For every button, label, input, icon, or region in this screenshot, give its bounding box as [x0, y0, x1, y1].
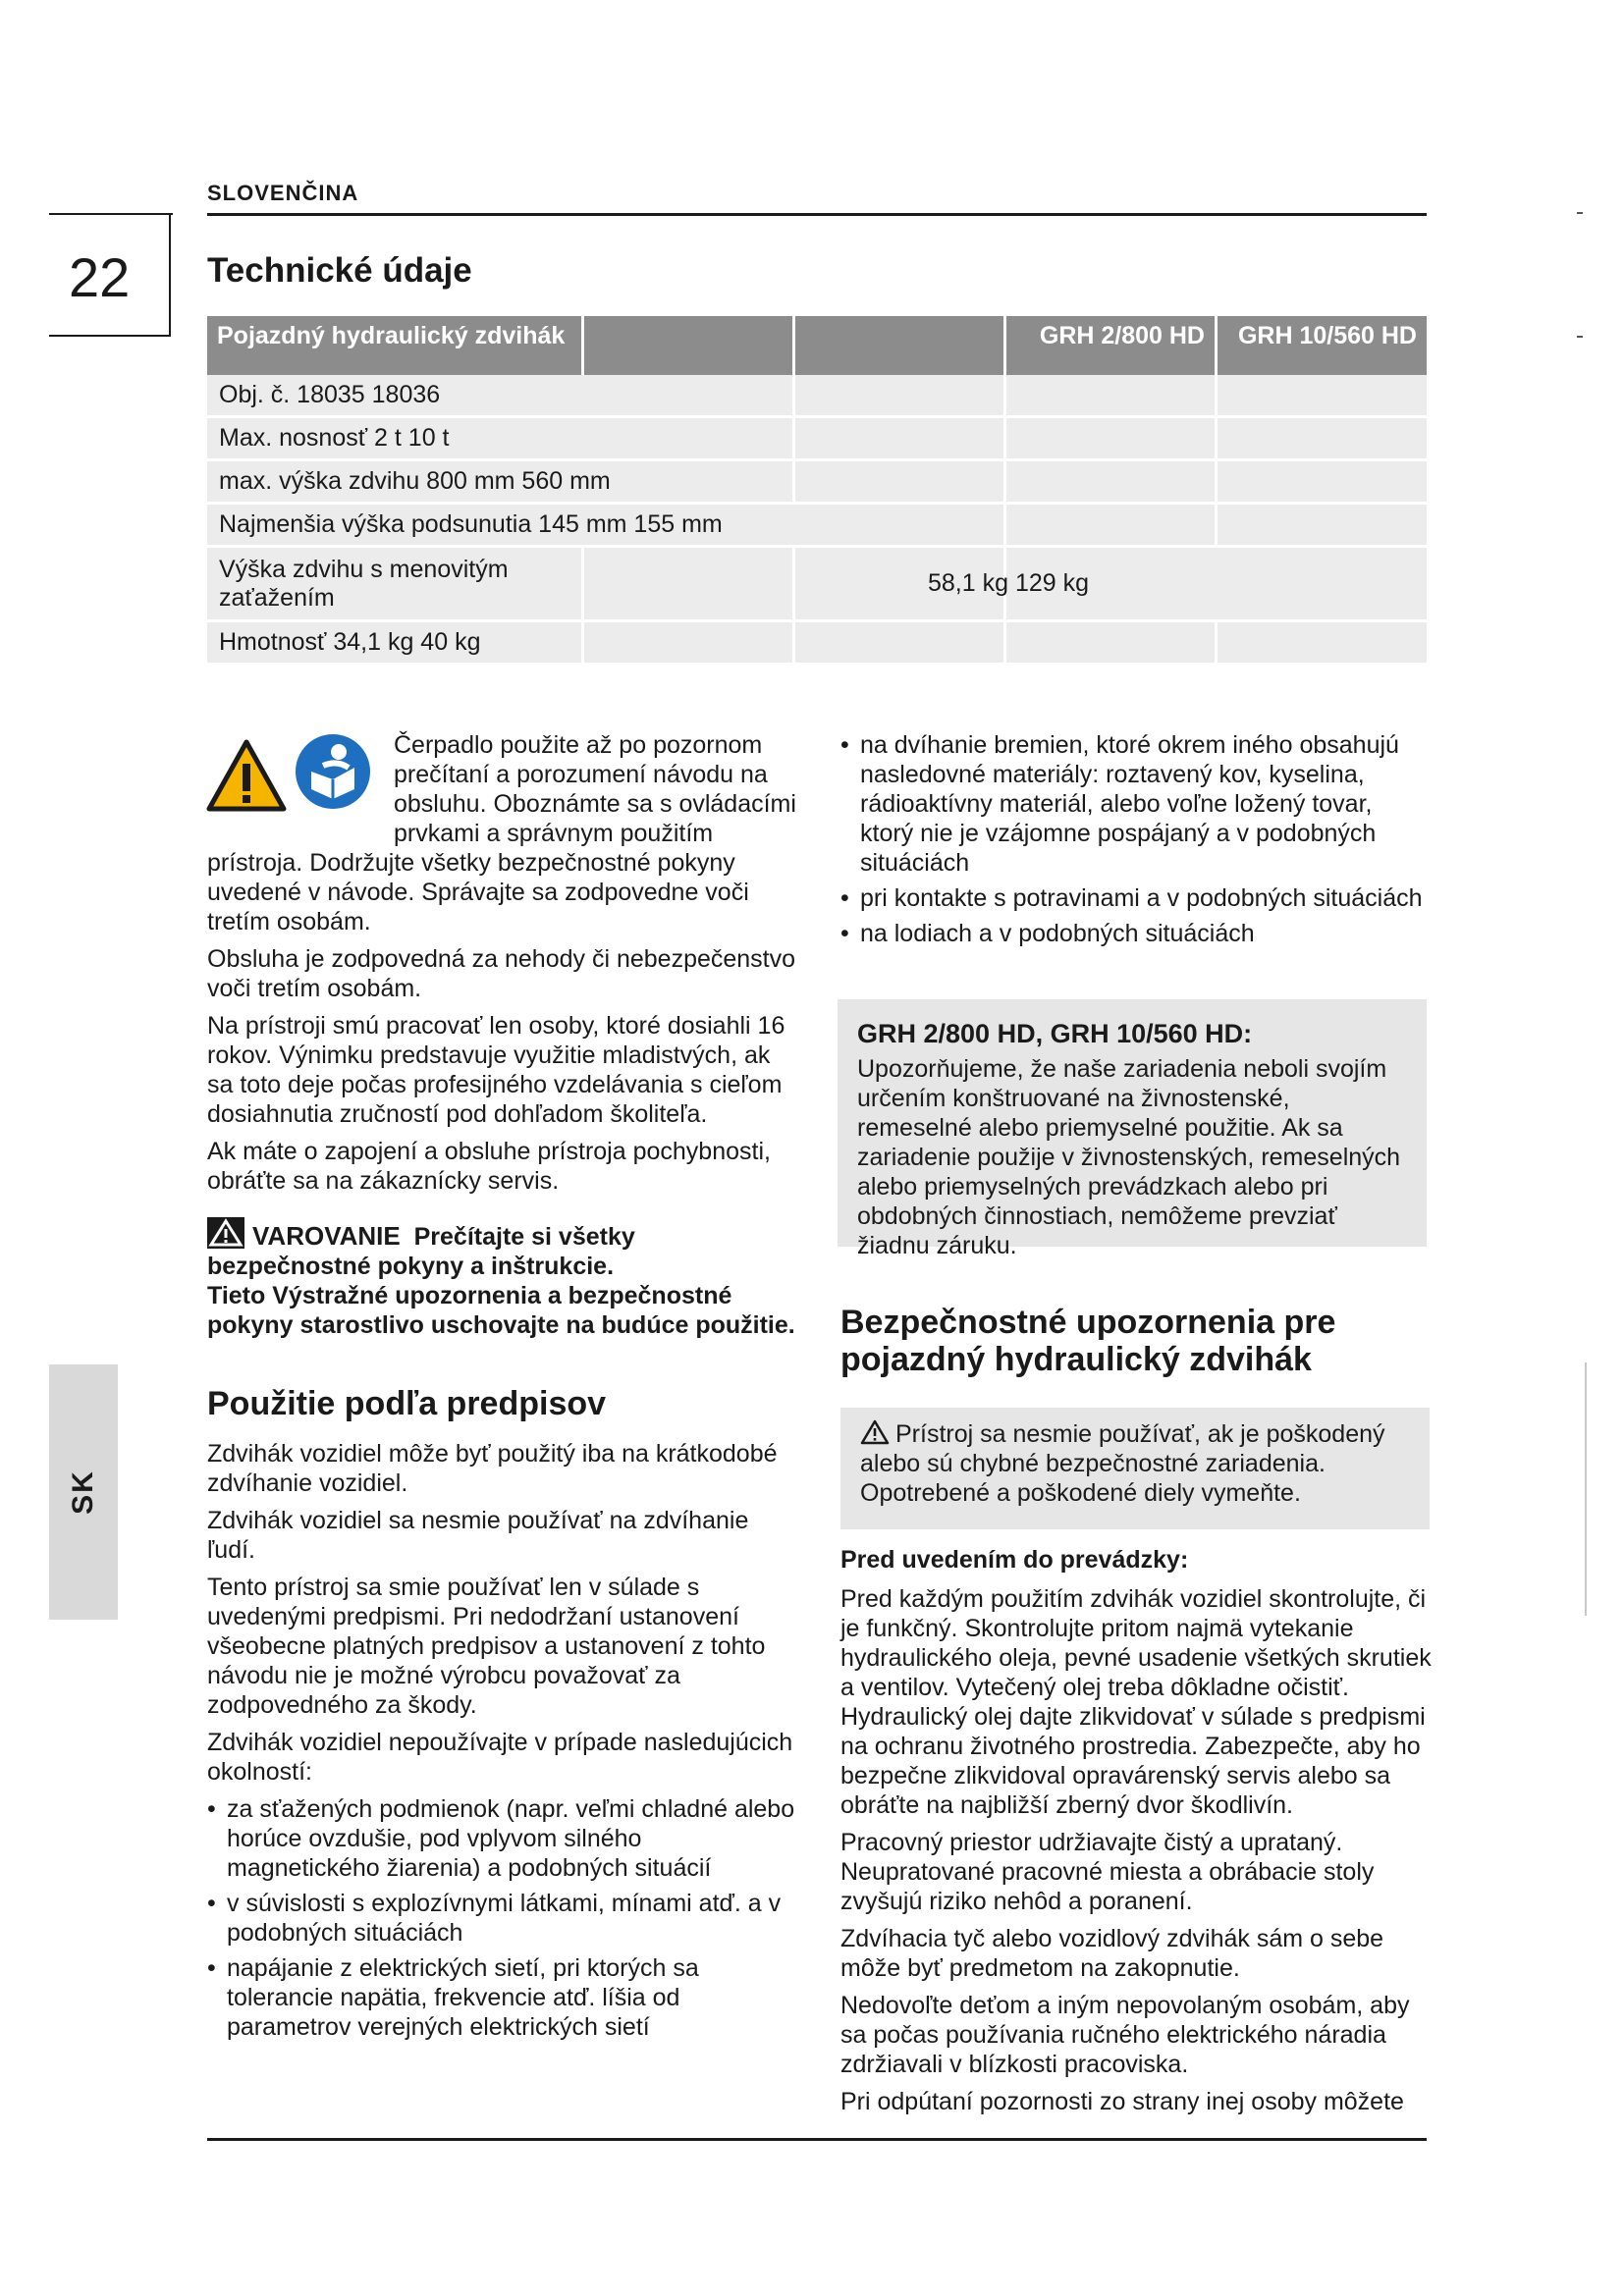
table-cell	[1218, 418, 1427, 461]
note-text: Upozorňujeme, že naše zariadenia neboli svojím určením konštruované na živnostenské, remeselné alebo priemyselné použitie. Ak sa zariadenie použije v živnostenských, remeselných alebo priemyselných prevádzkach alebo pri obdobných činnostiach, nemôžeme prevziať žiadnu záruku.	[857, 1055, 1401, 1259]
warning-badge-icon	[207, 1217, 244, 1249]
table-header-cell	[795, 316, 1006, 375]
table-cell	[1006, 505, 1218, 548]
list-item: • pri kontakte s potravinami a v podobných situáciách	[840, 884, 1423, 912]
list-item-text: na lodiach a v podobných situáciách	[860, 920, 1255, 947]
page-number: 22	[69, 246, 131, 308]
list-item: • na lodiach a v podobných situáciách	[840, 920, 1255, 947]
warning-line: Tieto Výstražné upozornenia a bezpečnostné pokyny starostlivo uschovajte na budúce použitie.	[207, 1282, 795, 1339]
list-item: • na dvíhanie bremien, ktoré okrem iného obsahujú nasledovné materiály: roztavený kov, kyselina, rádioaktívny materiál, alebo voľne ložený tovar, ktorý nie je vzájomne pospájaný a v podobných situáciách	[840, 731, 1399, 877]
edge-tick	[1577, 212, 1583, 214]
intro-paragraph: Na prístroji smú pracovať len osoby, ktoré dosiahli 16 rokov. Výnimku predstavuje využitie mladistvých, ak sa toto deje počas profesijného vzdelávania s cieľom dosiahnutia zručností pod dohľadom školiteľa.	[207, 1012, 785, 1128]
table-cell	[795, 418, 1006, 461]
table-cell: Obj. č. 18035 18036	[207, 375, 795, 418]
safety-paragraph: Pred každým použitím zdvihák vozidiel skontrolujte, či je funkčný. Skontrolujte pritom najmä vytekanie hydraulického oleja, pevné usadenie všetkých skrutiek a ventilov. Vytečený olej treba dôkladne očistiť. Hydraulický olej dajte zlikvidovať v súlade s predpismi na ochranu životného prostredia. Zabezpečte, aby ho bezpečne zlikvidoval opravárenský servis alebo sa obráťte na najbližší zberný dvor škodlivín.	[840, 1585, 1432, 1819]
safety-paragraph: Zdvíhacia tyč alebo vozidlový zdvihák sám o sebe môže byť predmetom na zakopnutie.	[840, 1925, 1384, 1982]
table-cell	[795, 375, 1006, 418]
warning-line: Prečítajte si všetky bezpečnostné pokyny a inštrukcie.	[207, 1223, 635, 1280]
table-header-row	[207, 316, 1427, 375]
table-cell	[584, 548, 795, 622]
language-side-tab	[49, 1364, 118, 1620]
use-bullet-list	[207, 1794, 796, 2042]
commercial-use-note	[838, 999, 1427, 1259]
side-tab-label: SK	[67, 1469, 99, 1515]
read-manual-icon	[294, 732, 372, 811]
warning-outline-icon	[860, 1419, 890, 1445]
table-cell	[1218, 622, 1427, 666]
intro-paragraph: Obsluha je zodpovedná za nehody či nebezpečenstvo voči tretím osobám.	[207, 945, 796, 1002]
list-item: • za sťažených podmienok (napr. veľmi chladné alebo horúce ovzdušie, pod vplyvom silného magnetického žiarenia) a podobných situácií	[207, 1795, 795, 1882]
table-row	[207, 418, 1427, 461]
table-header-cell: Pojazdný hydraulický zdvihák	[207, 316, 584, 375]
table-row	[207, 505, 1427, 548]
table-row	[207, 622, 1427, 666]
table-cell	[1218, 461, 1427, 505]
table-cell: max. výška zdvihu 800 mm 560 mm	[207, 461, 795, 505]
table-row	[207, 375, 1427, 418]
page-box-top-rule	[49, 213, 173, 215]
footer-rule	[207, 2138, 1427, 2141]
list-item-text: napájanie z elektrických sietí, pri ktorých sa tolerancie napätia, frekvencie atď. líšia od parametrov verejných elektrických sietí	[227, 1954, 699, 2041]
spec-table	[207, 316, 1427, 666]
safety-paragraph: Nedovoľte deťom a iným nepovolaným osobám, aby sa počas používania ručného elektrického náradia zdržiavali v blízkosti pracoviska.	[840, 1992, 1410, 2078]
warning-label: VAROVANIE	[252, 1221, 401, 1251]
safety-box-text: Prístroj sa nesmie používať, ak je poškodený alebo sú chybné bezpečnostné zariadenia. Opotrebené a poškodené diely vymeňte.	[860, 1420, 1385, 1507]
list-item-text: v súvislosti s explozívnymi látkami, mínami atď. a v podobných situáciách	[227, 1890, 782, 1947]
edge-tick	[1577, 336, 1583, 338]
note-title: GRH 2/800 HD, GRH 10/560 HD:	[857, 1019, 1253, 1048]
safety-heading: Bezpečnostné upozornenia pre pojazdný hydraulický zdvihák	[840, 1304, 1336, 1378]
safety-paragraph: Pri odpútaní pozornosti zo strany inej osoby môžete	[840, 2088, 1404, 2115]
page-title: Technické údaje	[207, 251, 472, 290]
page-box-right-rule	[169, 213, 171, 337]
use-paragraph: Tento prístroj sa smie používať len v súlade s uvedenými predpismi. Pri nedodržaní ustanovení všeobecne platných predpisov a ustanovení z tohto návodu nie je možné výrobcu považovať za zodpovedného za škody.	[207, 1574, 766, 1719]
edge-line	[1585, 1362, 1587, 1616]
language-header: SLOVENČINA	[207, 181, 359, 205]
table-cell: Výška zdvihu s menovitým zaťažením	[207, 548, 584, 622]
table-cell	[1006, 375, 1218, 418]
list-item-text: za sťažených podmienok (napr. veľmi chladné alebo horúce ovzdušie, pod vplyvom silného magnetického žiarenia) a podobných situácií	[227, 1795, 795, 1882]
table-header-cell: GRH 10/560 HD	[1218, 316, 1427, 375]
table-value: 58,1 kg 129 kg	[928, 569, 1090, 597]
table-cell: Max. nosnosť 2 t 10 t	[207, 418, 795, 461]
table-header-cell	[584, 316, 795, 375]
header-rule	[207, 213, 1427, 216]
table-cell	[1218, 505, 1427, 548]
intro-paragraph: Čerpadlo použite až po pozornom prečítaní a porozumení návodu na obsluhu. Oboznámte sa s ovládacími prvkami a správnym použitím prístroja. Dodržujte všetky bezpečnostné pokyny uvedené v návode. Správajte sa zodpovedne voči tretím osobám.	[207, 731, 796, 935]
intro-section	[207, 730, 796, 1203]
use-paragraph: Zdvihák vozidiel môže byť použitý iba na krátkodobé zdvíhanie vozidiel.	[207, 1440, 778, 1497]
safety-section	[840, 1545, 1432, 2124]
list-item: • v súvislosti s explozívnymi látkami, mínami atď. a v podobných situáciách	[207, 1890, 782, 1947]
intro-paragraph: Ak máte o zapojení a obsluhe prístroja pochybnosti, obráťte sa na zákaznícky servis.	[207, 1138, 771, 1195]
table-cell	[795, 461, 1006, 505]
list-item: • napájanie z elektrických sietí, pri ktorých sa tolerancie napätia, frekvencie atď. líšia od parametrov verejných elektrických sietí	[207, 1954, 699, 2041]
table-cell	[1006, 622, 1218, 666]
intro-icons	[205, 738, 382, 827]
table-cell: Najmenšia výška podsunutia 145 mm 155 mm	[207, 505, 1006, 548]
table-cell	[584, 622, 795, 666]
table-cell	[795, 622, 1006, 666]
safety-subheading: Pred uvedením do prevádzky:	[840, 1546, 1189, 1574]
use-heading: Použitie podľa predpisov	[207, 1385, 607, 1422]
table-cell: Hmotnosť 34,1 kg 40 kg	[207, 622, 584, 666]
use-paragraph: Zdvihák vozidiel nepoužívajte v prípade nasledujúcich okolností:	[207, 1729, 793, 1786]
use-paragraph: Zdvihák vozidiel sa nesmie používať na zdvíhanie ľudí.	[207, 1507, 749, 1564]
list-item-text: pri kontakte s potravinami a v podobných situáciách	[860, 884, 1423, 912]
table-cell	[1218, 375, 1427, 418]
table-row	[207, 461, 1427, 505]
table-cell	[928, 548, 1427, 622]
table-cell	[1006, 461, 1218, 505]
warning-triangle-icon	[205, 738, 288, 813]
table-header-cell: GRH 2/800 HD	[1006, 316, 1218, 375]
list-item-text: na dvíhanie bremien, ktoré okrem iného obsahujú nasledovné materiály: roztavený kov, kyselina, rádioaktívny materiál, alebo voľne ložený tovar, ktorý nie je vzájomne pospájaný a v podobných situáciách	[860, 731, 1399, 877]
right-bullets-section	[840, 730, 1424, 956]
right-bullet-list	[840, 730, 1424, 948]
use-section	[207, 1384, 796, 2050]
table-row	[207, 548, 1427, 622]
safety-warning-box	[840, 1408, 1430, 1529]
page-box-bottom-rule	[49, 335, 171, 337]
safety-paragraph: Pracovný priestor udržiavajte čistý a uprataný. Neupratované pracovné miesta a obrábacie stoly zvyšujú riziko nehôd a poranení.	[840, 1829, 1375, 1915]
warning-block	[207, 1217, 796, 1340]
table-cell	[1006, 418, 1218, 461]
